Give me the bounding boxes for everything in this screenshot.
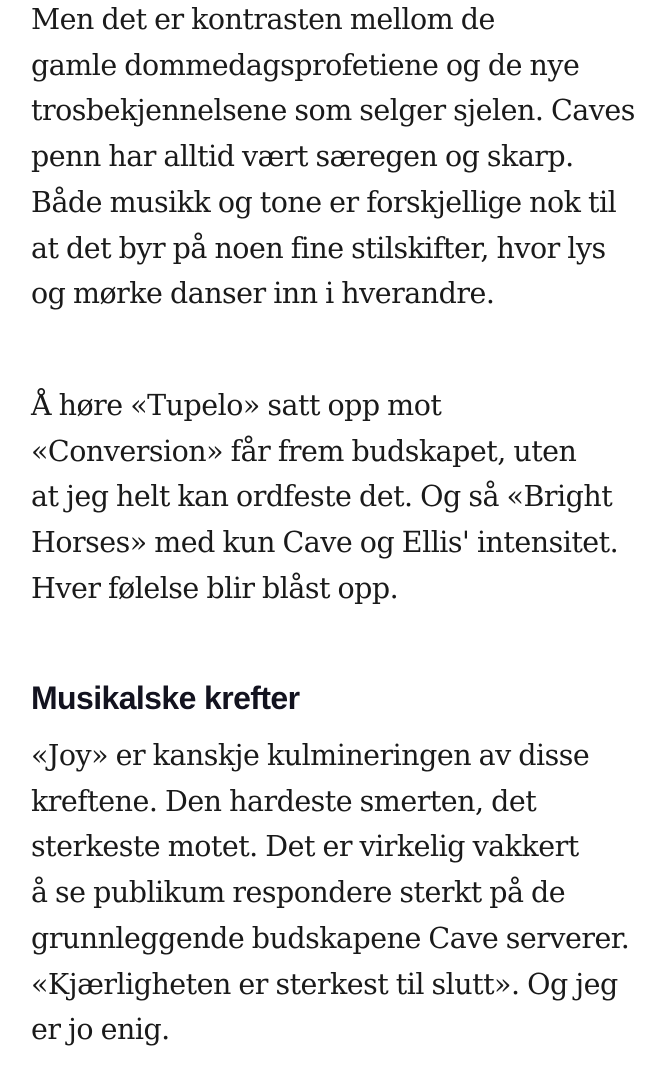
text-line: at det byr på noen fine stilskifter, hvor lys: [31, 231, 606, 265]
section-heading: Musikalske krefter: [31, 680, 300, 716]
text-line: at jeg helt kan ordfeste det. Og så «Bright: [31, 480, 613, 514]
text-line: sterkeste motet. Det er virkelig vakkert: [31, 830, 579, 864]
text-line: Hver følelse blir blåst opp.: [31, 571, 399, 605]
text-line: gamle dommedagsprofetiene og de nye: [31, 48, 580, 82]
text-line: «Joy» er kanskje kulmineringen av disse: [31, 739, 590, 772]
text-line: trosbekjennelsene som selger sjelen. Caves: [31, 94, 635, 128]
paragraph-tupelo: [31, 383, 618, 612]
text-line: grunnleggende budskapene Cave serverer.: [31, 921, 630, 955]
text-line: Både musikk og tone er forskjellige nok til: [31, 185, 617, 219]
text-line: Men det er kontrasten mellom de: [31, 3, 495, 36]
text-line: «Conversion» får frem budskapet, uten: [31, 434, 577, 468]
paragraph-contrast: [31, 0, 635, 317]
text-line: å se publikum respondere sterkt på de: [31, 876, 566, 910]
text-line: Horses» med kun Cave og Ellis' intensitet.: [31, 526, 619, 560]
text-line: er jo enig.: [31, 1013, 170, 1047]
text-line: penn har alltid vært særegen og skarp.: [31, 140, 574, 174]
text-line: kreftene. Den hardeste smerten, det: [31, 784, 537, 818]
text-line: og mørke danser inn i hverandre.: [31, 277, 495, 311]
paragraph-joy: [31, 733, 629, 1053]
text-line: «Kjærligheten er sterkest til slutt». Og jeg: [31, 967, 618, 1001]
text-line: Å høre «Tupelo» satt opp mot: [31, 389, 442, 422]
